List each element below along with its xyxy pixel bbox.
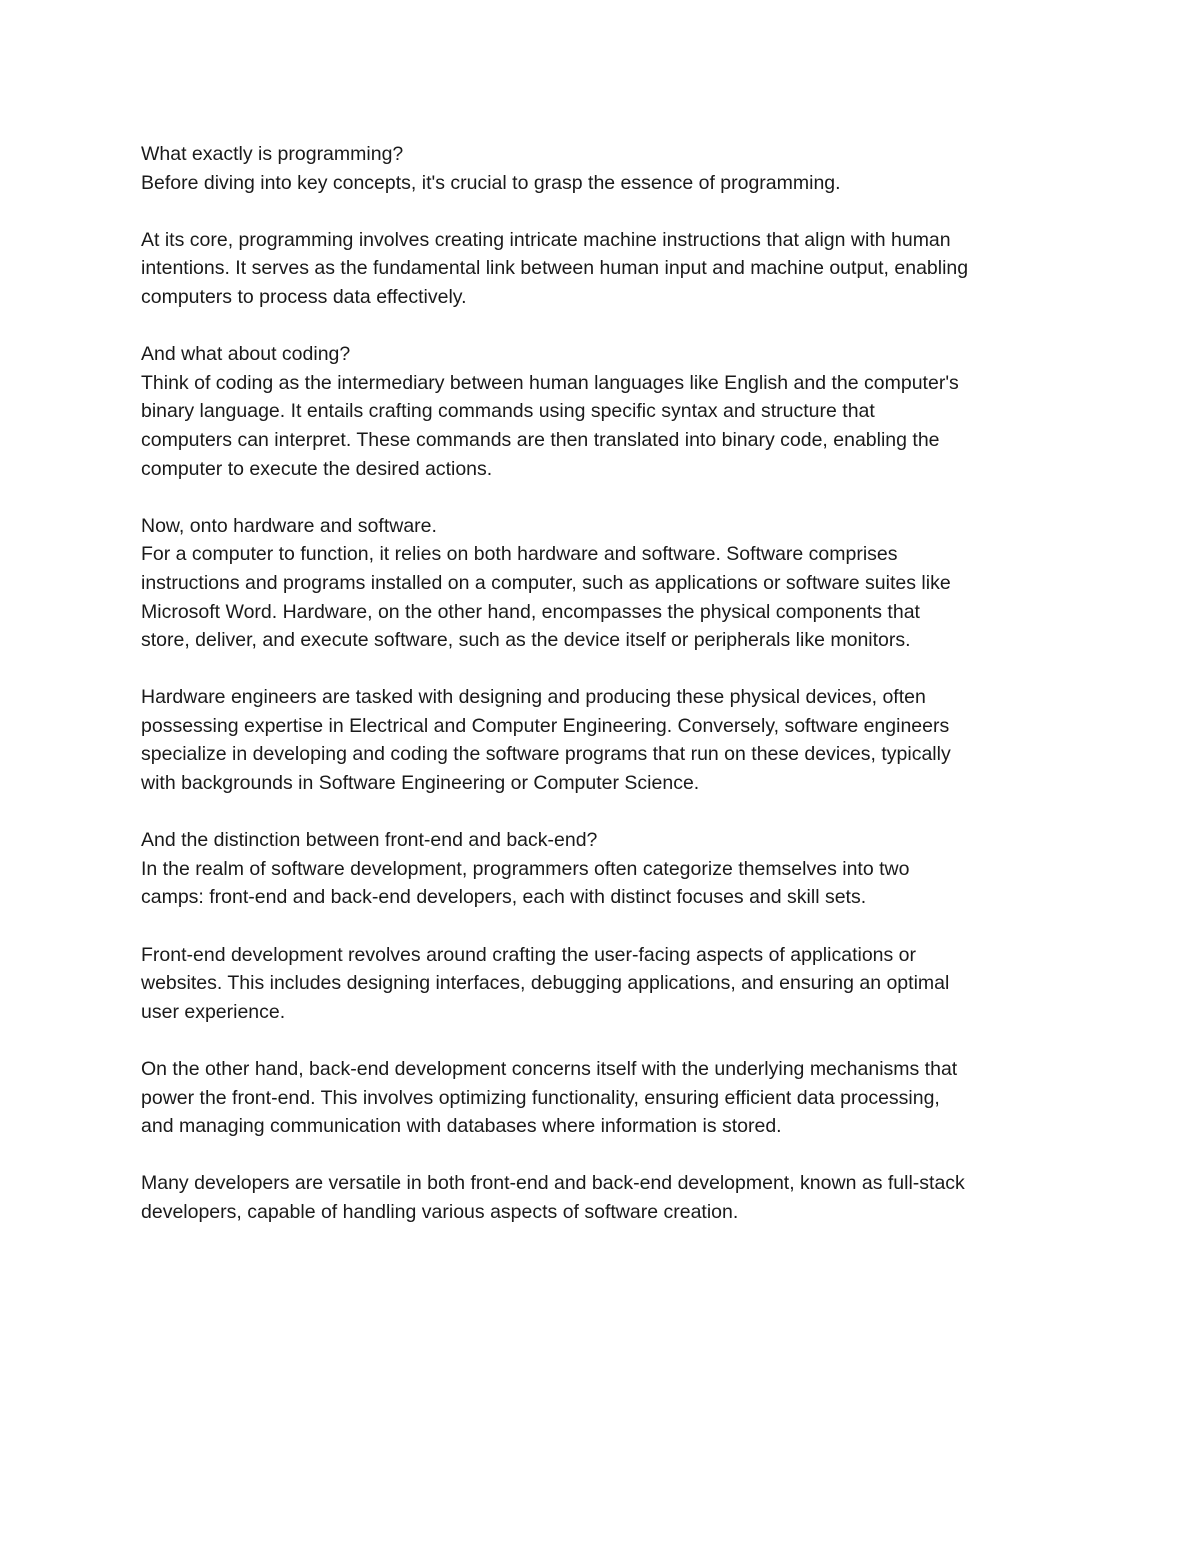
- text-line: On the other hand, back-end development concerns itself with the underlying mechanisms that: [141, 1058, 958, 1080]
- text-line: For a computer to function, it relies on both hardware and software. Software comprises: [141, 543, 898, 566]
- paragraph-gap: [141, 1026, 1071, 1055]
- paragraph-gap: [141, 1141, 1071, 1170]
- paragraph-gap: [141, 655, 1071, 684]
- paragraph-gap: [141, 798, 1071, 827]
- paragraph-full-stack: [141, 1169, 1071, 1226]
- paragraph-core: [141, 226, 1071, 312]
- text-line: Microsoft Word. Hardware, on the other hand, encompasses the physical components that: [141, 600, 920, 623]
- text-line: store, deliver, and execute software, such as the device itself or peripherals like monitors.: [141, 629, 911, 652]
- text-line: Many developers are versatile in both front-end and back-end development, known as full-stack: [141, 1172, 965, 1195]
- text-line: Front-end development revolves around crafting the user-facing aspects of applications or: [141, 943, 917, 966]
- text-line: instructions and programs installed on a computer, such as applications or software suites like: [141, 571, 951, 594]
- section-coding: [141, 340, 1071, 483]
- text-line: specialize in developing and coding the software programs that run on these devices, typically: [141, 743, 951, 766]
- paragraph-engineers: [141, 683, 1071, 797]
- paragraph-back-end: [141, 1055, 1071, 1141]
- text-line: power the front-end. This involves optimizing functionality, ensuring efficient data processing,: [141, 1086, 940, 1109]
- text-line: At its core, programming involves creating intricate machine instructions that align with human: [141, 228, 951, 251]
- text-line: computer to execute the desired actions.: [141, 457, 493, 480]
- section-hardware-software: [141, 512, 1071, 655]
- paragraph-gap: [141, 197, 1071, 226]
- text-line: computers can interpret. These commands are then translated into binary code, enabling the: [141, 428, 940, 451]
- section-heading: Now, onto hardware and software.: [141, 514, 437, 537]
- section-heading: What exactly is programming?: [141, 143, 404, 165]
- text-line: binary language. It entails crafting commands using specific syntax and structure that: [141, 400, 875, 423]
- text-line: and managing communication with databases where information is stored.: [141, 1115, 782, 1138]
- paragraph-front-end: [141, 941, 1071, 1027]
- text-line: Before diving into key concepts, it's crucial to grasp the essence of programming.: [141, 171, 841, 194]
- text-line: intentions. It serves as the fundamental link between human input and machine output, enabling: [141, 257, 969, 280]
- text-line: Think of coding as the intermediary between human languages like English and the computer's: [141, 371, 959, 394]
- section-heading: And the distinction between front-end and back-end?: [141, 829, 598, 852]
- text-line: Hardware engineers are tasked with designing and producing these physical devices, often: [141, 686, 926, 709]
- text-line: websites. This includes designing interfaces, debugging applications, and ensuring an optimal: [141, 972, 950, 995]
- document-body: [141, 140, 1071, 1227]
- text-line: developers, capable of handling various aspects of software creation.: [141, 1200, 739, 1223]
- text-line: user experience.: [141, 1000, 286, 1023]
- paragraph-gap: [141, 912, 1071, 941]
- text-line: possessing expertise in Electrical and Computer Engineering. Conversely, software engineers: [141, 714, 950, 737]
- text-line: In the realm of software development, programmers often categorize themselves into two: [141, 857, 910, 880]
- text-line: with backgrounds in Software Engineering or Computer Science.: [141, 772, 700, 795]
- text-line: camps: front-end and back-end developers, each with distinct focuses and skill sets.: [141, 886, 867, 909]
- section-programming: [141, 140, 1071, 197]
- text-line: computers to process data effectively.: [141, 285, 467, 308]
- paragraph-gap: [141, 312, 1071, 341]
- section-front-back-end: [141, 826, 1071, 912]
- section-heading: And what about coding?: [141, 343, 351, 366]
- paragraph-gap: [141, 483, 1071, 512]
